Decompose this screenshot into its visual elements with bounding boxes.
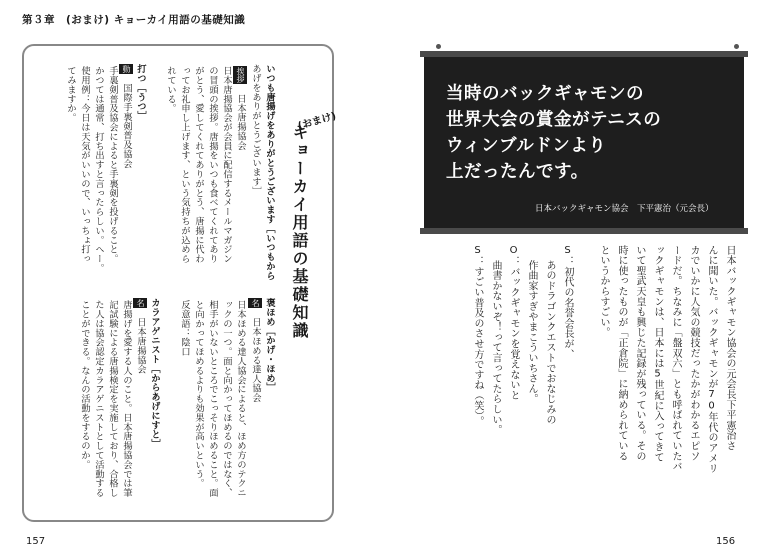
entry2-head: 打つ［うつ］ xyxy=(135,64,146,121)
entry1-body-1: 日本唐揚協会が会員に配信するメールマガジン xyxy=(221,66,232,264)
entry1-body-3: がとう、愛してくれてありがとう、唐揚に代わ xyxy=(193,66,204,264)
entry3-body-5: 反意語：陰口 xyxy=(179,300,190,357)
board-line-1: 当時のバックギャモンの xyxy=(446,84,644,104)
page-number-right: 156 xyxy=(716,536,736,547)
entry1-org: 日本唐揚協会 xyxy=(235,93,246,151)
dialogue-line-1: S：初代の名誉会長が、 xyxy=(562,245,573,360)
entry1-head: いつも唐揚げをありがとうございます［いつもから xyxy=(264,64,275,281)
right-text-col-3: カでいかに人気の競技だったかがわかるエピソ xyxy=(688,245,699,462)
board-pin-left xyxy=(436,44,441,49)
board-caption: 日本バックギャモン協会 下平憲治（元会長） xyxy=(535,204,714,214)
board-line-4: 上だったんです。 xyxy=(446,162,589,182)
entry4-body-1: 唐揚げを愛する人のこと。日本唐揚協会では筆 xyxy=(121,300,132,498)
entry1-body-2: の冒頭の挨拶。唐揚をいつも食べてくれてあり xyxy=(207,66,218,264)
entry3-body-1: 日本ほめる達人協会によると、ほめ方のテクニ xyxy=(235,300,246,498)
board-line-3: ウィンブルドンより xyxy=(446,136,607,156)
right-text-col-7: 時に使ったものが「正倉院」に納められている xyxy=(616,245,627,462)
page-number-left: 157 xyxy=(26,536,46,547)
entry2-body-4: てみますか。 xyxy=(65,66,76,123)
entry2-org-line xyxy=(119,64,133,168)
board-pin-right xyxy=(734,44,739,49)
entry4-body-3: た人は協会認定カラアゲニストとして活動する xyxy=(93,300,104,498)
running-head: 第３章 (おまけ) キョーカイ用語の基礎知識 xyxy=(22,14,246,26)
entry3-org: 日本ほめる達人協会 xyxy=(250,317,261,403)
right-text-col-4: ードだ。ちなみに「盤双六」とも呼ばれていたバ xyxy=(670,245,681,472)
right-text-col-5: ックギャモンは、日本には5世紀に入ってきて xyxy=(652,245,663,463)
right-text-col-1: 日本バックギャモン協会の元会長下平憲治さ xyxy=(724,245,735,451)
right-text-col-2: んに聞いた。バックギャモンが70年代のアメリ xyxy=(706,245,717,474)
entry4-body-4: ことができる。なんの活動をするのか。 xyxy=(79,300,90,470)
omake-label: (おまけ) xyxy=(296,110,338,133)
entry3-body-4: と向かってほめるよりも効果が高いという。 xyxy=(193,300,204,488)
entry2-body-2: かつては通常、打ち出すと言ったらしい。へー。 xyxy=(93,66,104,273)
entry4-org-line xyxy=(133,298,147,374)
dialogue-line-4: O：バックギャモンを覚えないと xyxy=(508,245,519,401)
entry4-body-2: 記試験による唐揚検定を実施しており、合格し xyxy=(107,300,118,498)
entry3-body-2: ックの一つ。面と向かってほめるのではなく、 xyxy=(221,300,232,498)
entry4-head: カラアゲニスト［からあげにすと］ xyxy=(149,298,160,449)
entry1-org-line xyxy=(233,66,247,150)
entry3-tag: 名 xyxy=(248,298,262,308)
entry2-body-1: 手裏剣普及協会によると手裏剣を投げること。 xyxy=(107,66,118,264)
right-text-col-6: いて聖武天皇も興じた記録が残っている。その xyxy=(634,245,645,462)
entry3-body-3: 相手がいないところでこっそりほめること。面 xyxy=(207,300,218,498)
board-line-2: 世界大会の賞金がテニスの xyxy=(446,110,662,130)
entry3-head: 褒ほめ［かげ・ほめ］ xyxy=(264,298,275,392)
entry2-org: 国際手裏剣普及協会 xyxy=(121,83,132,169)
entry2-tag: 動 xyxy=(119,64,133,74)
entry3-org-line xyxy=(248,298,262,402)
board-bottom-frame xyxy=(420,228,748,234)
glossary-title: キョーカイ用語の基礎知識 xyxy=(290,124,309,340)
entry4-org: 日本唐揚協会 xyxy=(135,317,146,375)
entry1-head2: あげをありがとうございます］ xyxy=(250,64,261,196)
entry1-tag: 挨拶 xyxy=(233,66,247,84)
dialogue-line-5: 曲書かないぞ！って言ってたらしい。 xyxy=(490,260,501,436)
entry1-body-5: れている。 xyxy=(165,66,176,113)
entry1-body-4: ってお礼申し上げます、という気持ちが込めら xyxy=(179,66,190,264)
dialogue-line-3: 作曲家すぎやまこういちさん。 xyxy=(526,260,537,405)
entry4-tag: 名 xyxy=(133,298,147,308)
entry2-body-3: 使用例：今日は天気がいいので、いっちょ打っ xyxy=(79,66,90,264)
dialogue-line-2: あのドラゴンクエストでおなじみの xyxy=(544,260,555,425)
right-text-col-8: というからすごい。 xyxy=(598,245,609,338)
dialogue-line-6: S：すごい普及のさせ方ですね（笑）。 xyxy=(472,245,483,427)
